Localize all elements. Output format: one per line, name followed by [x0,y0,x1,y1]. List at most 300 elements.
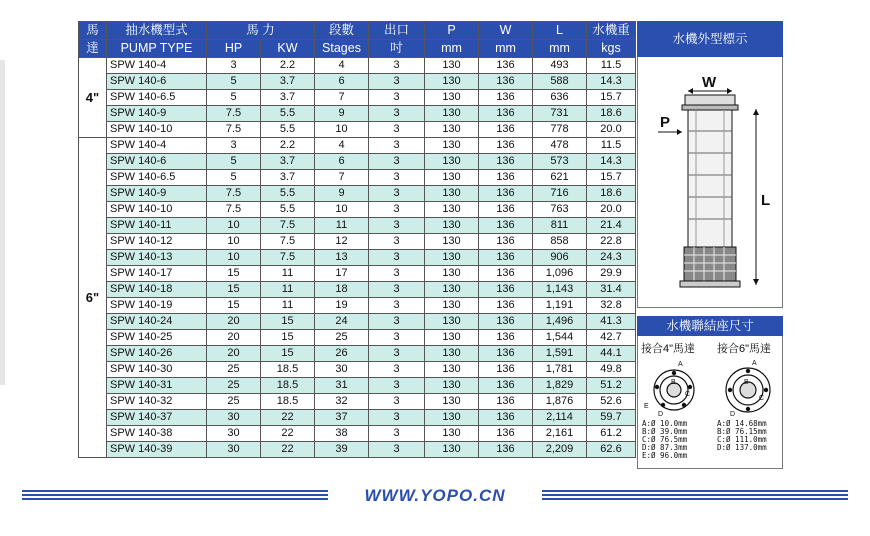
hp-cell: 3 [207,138,261,154]
model-cell: SPW 140-39 [107,442,207,458]
kw-cell: 3.7 [261,170,315,186]
p-cell: 130 [425,218,479,234]
pump-diagram-panel [637,21,783,467]
l-cell: 2,114 [533,410,587,426]
hp-cell: 20 [207,314,261,330]
dim4-c: C:Ø 76.5mm [642,435,688,444]
hp-cell: 20 [207,346,261,362]
kw-cell: 7.5 [261,218,315,234]
w-cell: 136 [479,282,533,298]
stages-cell: 7 [315,170,369,186]
hp-cell: 5 [207,74,261,90]
header-outlet-bottom: 吋 [369,40,425,58]
header-weight-top: 水機重 [587,22,636,40]
p-cell: 130 [425,74,479,90]
w-cell: 136 [479,250,533,266]
l-cell: 1,876 [533,394,587,410]
stages-cell: 7 [315,90,369,106]
model-cell: SPW 140-4 [107,138,207,154]
w-cell: 136 [479,442,533,458]
outlet-cell: 3 [369,346,425,362]
kw-cell: 3.7 [261,90,315,106]
l-cell: 1,829 [533,378,587,394]
stages-cell: 4 [315,138,369,154]
outlet-cell: 3 [369,234,425,250]
header-l: L [533,22,587,40]
stages-cell: 37 [315,410,369,426]
p-cell: 130 [425,90,479,106]
stages-cell: 18 [315,282,369,298]
p-cell: 130 [425,186,479,202]
model-cell: SPW 140-12 [107,234,207,250]
stages-cell: 19 [315,298,369,314]
w-cell: 136 [479,218,533,234]
stages-cell: 31 [315,378,369,394]
table-row [79,58,636,74]
p-cell: 130 [425,122,479,138]
weight-cell: 22.8 [587,234,636,250]
hp-cell: 10 [207,250,261,266]
hp-cell: 5 [207,90,261,106]
kw-cell: 18.5 [261,394,315,410]
hp-cell: 5 [207,154,261,170]
kw-cell: 7.5 [261,250,315,266]
l-cell: 716 [533,186,587,202]
table-row [79,410,636,426]
outlet-cell: 3 [369,282,425,298]
model-cell: SPW 140-6.5 [107,90,207,106]
l-cell: 1,096 [533,266,587,282]
flange4-letter-d: D [658,411,664,418]
p-cell: 130 [425,170,479,186]
l-cell: 811 [533,218,587,234]
model-cell: SPW 140-9 [107,186,207,202]
flange6-letter-d: D [730,411,736,418]
stages-cell: 24 [315,314,369,330]
p-cell: 130 [425,266,479,282]
kw-cell: 18.5 [261,362,315,378]
w-cell: 136 [479,106,533,122]
flange4-letter-a: A [678,361,683,368]
header-w-unit: mm [479,40,533,58]
outlet-cell: 3 [369,330,425,346]
w-cell: 136 [479,170,533,186]
w-cell: 136 [479,266,533,282]
outlet-cell: 3 [369,266,425,282]
header-kw: KW [261,40,315,58]
kw-cell: 18.5 [261,378,315,394]
kw-cell: 11 [261,282,315,298]
stages-cell: 6 [315,154,369,170]
l-cell: 2,209 [533,442,587,458]
kw-cell: 5.5 [261,186,315,202]
w-cell: 136 [479,410,533,426]
dim4-b: B:Ø 39.0mm [642,427,688,436]
table-row [79,426,636,442]
outlet-cell: 3 [369,74,425,90]
p-cell: 130 [425,58,479,74]
p-cell: 130 [425,138,479,154]
hp-cell: 25 [207,378,261,394]
outline-title: 水機外型標示 [637,21,783,57]
stages-cell: 10 [315,122,369,138]
kw-cell: 15 [261,314,315,330]
weight-cell: 59.7 [587,410,636,426]
header-motor-top: 馬 [79,22,107,40]
kw-cell: 3.7 [261,74,315,90]
outlet-cell: 3 [369,378,425,394]
p-cell: 130 [425,346,479,362]
l-cell: 731 [533,106,587,122]
weight-cell: 32.8 [587,298,636,314]
weight-cell: 11.5 [587,58,636,74]
header-p: P [425,22,479,40]
header-motor-bottom: 達 [79,40,107,58]
outlet-cell: 3 [369,426,425,442]
weight-cell: 11.5 [587,138,636,154]
footer-rule-right [542,490,848,502]
w-cell: 136 [479,90,533,106]
table-row [79,314,636,330]
stages-cell: 32 [315,394,369,410]
outlet-cell: 3 [369,90,425,106]
table-row [79,218,636,234]
pump-outline-drawing [638,57,784,307]
l-cell: 588 [533,74,587,90]
weight-cell: 18.6 [587,186,636,202]
w-cell: 136 [479,394,533,410]
table-row [79,186,636,202]
model-cell: SPW 140-24 [107,314,207,330]
p-cell: 130 [425,282,479,298]
model-cell: SPW 140-17 [107,266,207,282]
w-cell: 136 [479,298,533,314]
footer [22,488,848,504]
hp-cell: 15 [207,298,261,314]
kw-cell: 22 [261,410,315,426]
outlet-cell: 3 [369,314,425,330]
weight-cell: 20.0 [587,202,636,218]
model-cell: SPW 140-6 [107,154,207,170]
w-cell: 136 [479,314,533,330]
model-cell: SPW 140-6.5 [107,170,207,186]
w-cell: 136 [479,138,533,154]
p-cell: 130 [425,362,479,378]
table-row [79,330,636,346]
table-row [79,298,636,314]
fit-6-inch-label: 接合6"馬達 [717,343,772,355]
w-cell: 136 [479,362,533,378]
hp-cell: 30 [207,410,261,426]
table-row [79,138,636,154]
fit-4-inch-label: 接合4"馬達 [641,343,696,355]
header-model-top: 抽水機型式 [107,22,207,40]
p-cell: 130 [425,394,479,410]
spec-table-body [79,58,636,458]
hp-cell: 25 [207,394,261,410]
model-cell: SPW 140-10 [107,202,207,218]
pump-spec-table [78,21,636,458]
header-hp: HP [207,40,261,58]
stages-cell: 10 [315,202,369,218]
l-cell: 1,781 [533,362,587,378]
stages-cell: 39 [315,442,369,458]
weight-cell: 18.6 [587,106,636,122]
flange4-letter-c: C [685,391,691,398]
p-cell: 130 [425,250,479,266]
p-cell: 130 [425,314,479,330]
outlet-cell: 3 [369,442,425,458]
p-cell: 130 [425,106,479,122]
header-outlet-top: 出口 [369,22,425,40]
flange6-letter-c: C [759,395,765,402]
w-cell: 136 [479,330,533,346]
weight-cell: 41.3 [587,314,636,330]
model-cell: SPW 140-38 [107,426,207,442]
w-cell: 136 [479,122,533,138]
header-power-top: 馬 力 [207,22,315,40]
stages-cell: 38 [315,426,369,442]
weight-cell: 62.6 [587,442,636,458]
model-cell: SPW 140-6 [107,74,207,90]
motor-size-cell: 6" [79,138,107,458]
outlet-cell: 3 [369,298,425,314]
stages-cell: 12 [315,234,369,250]
model-cell: SPW 140-32 [107,394,207,410]
table-row [79,266,636,282]
stages-cell: 6 [315,74,369,90]
table-row [79,282,636,298]
outlet-cell: 3 [369,218,425,234]
w-cell: 136 [479,378,533,394]
stages-cell: 26 [315,346,369,362]
p-cell: 130 [425,378,479,394]
weight-cell: 52.6 [587,394,636,410]
w-cell: 136 [479,74,533,90]
header-stages-bottom: Stages [315,40,369,58]
kw-cell: 11 [261,266,315,282]
header-l-unit: mm [533,40,587,58]
table-row [79,122,636,138]
table-row [79,170,636,186]
outlet-cell: 3 [369,202,425,218]
flange-drawings [638,356,784,418]
pump-outline-figure [637,57,783,308]
header-p-unit: mm [425,40,479,58]
table-row [79,90,636,106]
hp-cell: 7.5 [207,186,261,202]
table-row [79,106,636,122]
l-cell: 636 [533,90,587,106]
table-row [79,74,636,90]
model-cell: SPW 140-31 [107,378,207,394]
table-row [79,394,636,410]
flange-6-dimensions [717,420,767,452]
kw-cell: 2.2 [261,58,315,74]
kw-cell: 22 [261,426,315,442]
w-cell: 136 [479,202,533,218]
model-cell: SPW 140-30 [107,362,207,378]
l-dimension-label: L [761,192,771,209]
model-cell: SPW 140-18 [107,282,207,298]
hp-cell: 7.5 [207,106,261,122]
w-cell: 136 [479,186,533,202]
l-cell: 1,143 [533,282,587,298]
hp-cell: 7.5 [207,122,261,138]
header-weight-bottom: kgs [587,40,636,58]
dim6-d: D:Ø 137.0mm [717,443,767,452]
hp-cell: 20 [207,330,261,346]
w-cell: 136 [479,234,533,250]
p-cell: 130 [425,330,479,346]
kw-cell: 11 [261,298,315,314]
hp-cell: 3 [207,58,261,74]
dim4-a: A:Ø 10.0mm [642,419,688,428]
flange-title: 水機聯結座尺寸 [637,316,783,336]
model-cell: SPW 140-26 [107,346,207,362]
table-row [79,346,636,362]
outlet-cell: 3 [369,250,425,266]
header-stages-top: 段數 [315,22,369,40]
flange6-letter-a: A [752,360,757,367]
hp-cell: 5 [207,170,261,186]
kw-cell: 3.7 [261,154,315,170]
weight-cell: 31.4 [587,282,636,298]
hp-cell: 10 [207,234,261,250]
weight-cell: 14.3 [587,74,636,90]
l-cell: 493 [533,58,587,74]
outlet-cell: 3 [369,138,425,154]
hp-cell: 15 [207,282,261,298]
weight-cell: 15.7 [587,90,636,106]
weight-cell: 44.1 [587,346,636,362]
l-cell: 778 [533,122,587,138]
outlet-cell: 3 [369,410,425,426]
w-cell: 136 [479,346,533,362]
kw-cell: 7.5 [261,234,315,250]
weight-cell: 42.7 [587,330,636,346]
kw-cell: 2.2 [261,138,315,154]
p-cell: 130 [425,410,479,426]
l-cell: 1,496 [533,314,587,330]
weight-cell: 24.3 [587,250,636,266]
hp-cell: 30 [207,426,261,442]
stages-cell: 17 [315,266,369,282]
stages-cell: 9 [315,106,369,122]
outlet-cell: 3 [369,170,425,186]
left-edge-strip [0,60,5,385]
flange4-letter-e: E [644,403,649,410]
motor-size-cell: 4" [79,58,107,138]
outlet-cell: 3 [369,362,425,378]
p-cell: 130 [425,202,479,218]
kw-cell: 5.5 [261,202,315,218]
stages-cell: 30 [315,362,369,378]
stages-cell: 13 [315,250,369,266]
l-cell: 906 [533,250,587,266]
weight-cell: 14.3 [587,154,636,170]
model-cell: SPW 140-13 [107,250,207,266]
weight-cell: 21.4 [587,218,636,234]
weight-cell: 49.8 [587,362,636,378]
l-cell: 573 [533,154,587,170]
l-cell: 763 [533,202,587,218]
stages-cell: 25 [315,330,369,346]
header-model-bottom: PUMP TYPE [107,40,207,58]
weight-cell: 61.2 [587,426,636,442]
hp-cell: 7.5 [207,202,261,218]
model-cell: SPW 140-11 [107,218,207,234]
p-cell: 130 [425,298,479,314]
l-cell: 1,544 [533,330,587,346]
weight-cell: 51.2 [587,378,636,394]
model-cell: SPW 140-37 [107,410,207,426]
model-cell: SPW 140-25 [107,330,207,346]
l-cell: 1,591 [533,346,587,362]
p-dimension-label: P [660,114,671,131]
flange4-letter-b: B [671,379,676,386]
l-cell: 478 [533,138,587,154]
flange-4-dimensions [642,420,687,460]
kw-cell: 5.5 [261,122,315,138]
outlet-cell: 3 [369,58,425,74]
model-cell: SPW 140-10 [107,122,207,138]
outlet-cell: 3 [369,394,425,410]
table-row [79,154,636,170]
l-cell: 1,191 [533,298,587,314]
dim6-a: A:Ø 14.68mm [717,419,767,428]
dim6-b: B:Ø 76.15mm [717,427,767,436]
kw-cell: 22 [261,442,315,458]
l-cell: 2,161 [533,426,587,442]
model-cell: SPW 140-4 [107,58,207,74]
flange-dimension-figure [637,336,783,469]
p-cell: 130 [425,442,479,458]
kw-cell: 5.5 [261,106,315,122]
p-cell: 130 [425,154,479,170]
weight-cell: 29.9 [587,266,636,282]
weight-cell: 20.0 [587,122,636,138]
w-cell: 136 [479,426,533,442]
p-cell: 130 [425,426,479,442]
outlet-cell: 3 [369,122,425,138]
flange6-letter-b: B [744,379,749,386]
outlet-cell: 3 [369,154,425,170]
table-row [79,202,636,218]
hp-cell: 30 [207,442,261,458]
outlet-cell: 3 [369,186,425,202]
stages-cell: 4 [315,58,369,74]
table-row [79,378,636,394]
dim6-c: C:Ø 111.0mm [717,435,767,444]
dim4-e: E:Ø 96.0mm [642,451,688,460]
dim4-d: D:Ø 87.3mm [642,443,688,452]
hp-cell: 15 [207,266,261,282]
l-cell: 858 [533,234,587,250]
l-cell: 621 [533,170,587,186]
p-cell: 130 [425,234,479,250]
outlet-cell: 3 [369,106,425,122]
table-row [79,362,636,378]
model-cell: SPW 140-9 [107,106,207,122]
website-link[interactable]: WWW.YOPO.CN [364,486,506,505]
w-cell: 136 [479,154,533,170]
weight-cell: 15.7 [587,170,636,186]
w-cell: 136 [479,58,533,74]
header-w: W [479,22,533,40]
stages-cell: 11 [315,218,369,234]
footer-rule-left [22,490,328,502]
